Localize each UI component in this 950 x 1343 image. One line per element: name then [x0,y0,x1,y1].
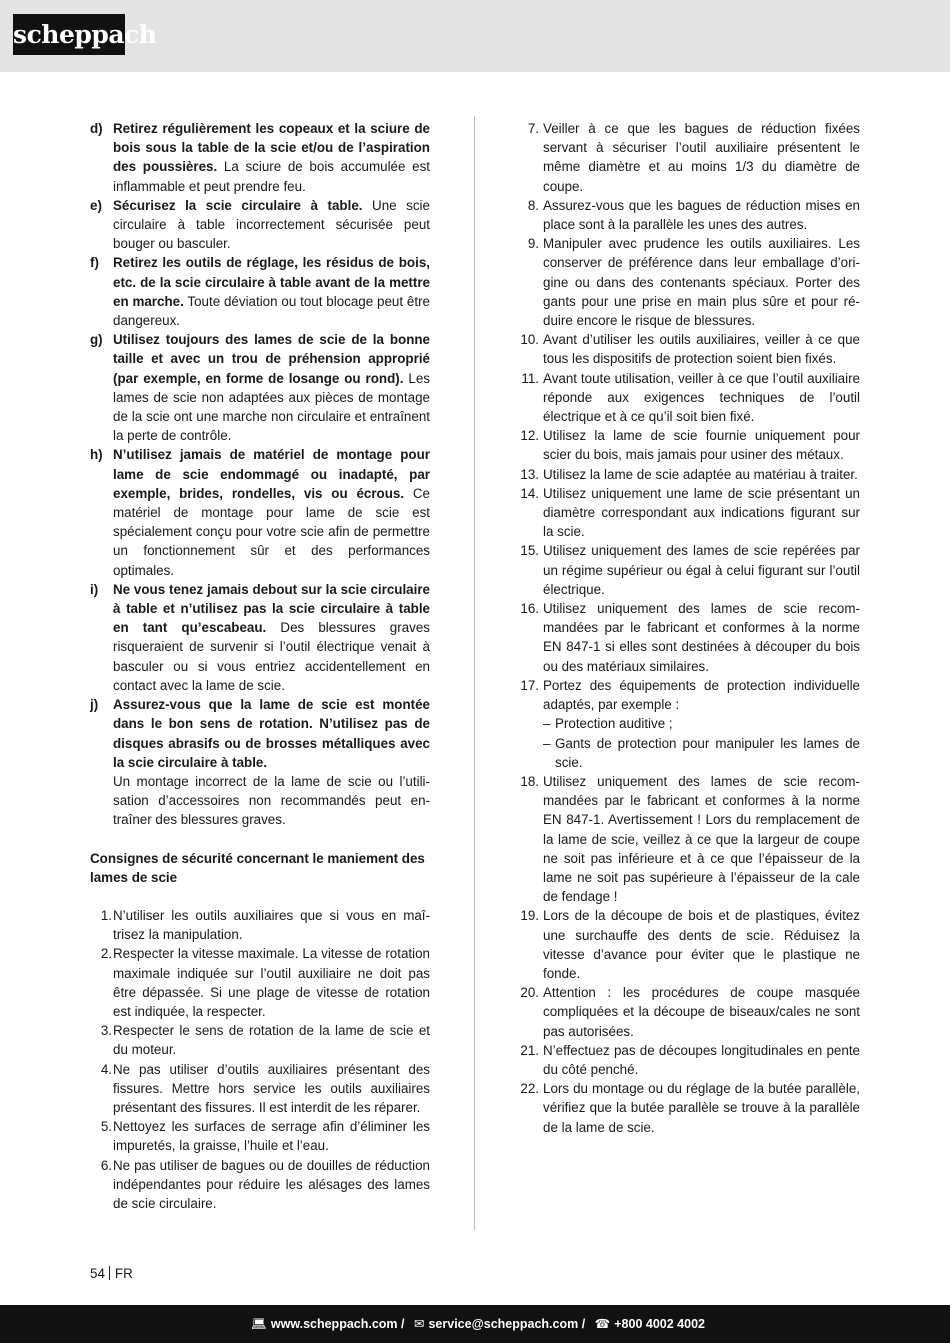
item-marker: d) [90,121,103,136]
item-number: 15. [520,543,539,559]
footer-website[interactable]: www.scheppach.com / [270,1317,405,1331]
item-bold-text: Retirez les outils de réglage, les résidus de bois, etc. de la scie circulaire à table avant de la mettre en marche. [113,255,430,309]
item-body-text: Nettoyez les surfaces de serrage afin d’éliminer les impuretés, la graisse, l’huile et l’eau. [113,1119,430,1154]
item-text [520,369,860,427]
item-body-text: Avant d’utiliser les outils auxiliaires, veiller à ce que tous les dispositifs de protection soient bien fixés. [543,332,860,367]
item-marker: i) [90,581,99,597]
list-item [90,580,430,695]
item-number: 3. [100,1023,112,1039]
item-number: 10. [520,332,539,348]
item-text [520,330,860,368]
item-rest-text: Une scie circulaire à table incorrectement sécurisée peut bouger ou basculer. [113,197,430,252]
scheppach-logo: scheppach [13,14,125,55]
list-item [520,983,860,1041]
item-body-text: Assurez-vous que les bagues de réduction mises en place sont à la parallèle les unes des autres. [543,197,860,233]
list-item [90,944,430,1021]
page-number [90,1264,133,1283]
item-number: 21. [520,1042,539,1058]
item-marker: h) [90,447,103,463]
item-rest-text: Les lames de scie non adaptées aux pièces de montage de la scie ont une marche non circulaire et entraînent la perte de contrôle. [113,370,430,444]
item-body-text: Lors du montage ou du réglage de la butée parallèle, vérifiez que la butée parallèle se trouve à la parallèle de la lame de scie. [543,1081,860,1135]
item-text [90,906,430,944]
item-text [90,944,430,1021]
item-text [520,983,860,1041]
item-text [520,465,860,484]
list-item [520,330,860,368]
list-item [520,772,860,906]
item-number: 22. [520,1081,539,1097]
sub-item-text: Gants de protection pour manipuler les lames de scie. [555,735,860,770]
list-item [520,1079,860,1137]
item-bold-text: Ne vous tenez jamais debout sur la scie circulaire à table et n’utilisez pas la scie circulaire à table en tant qu’escabeau. [113,581,430,636]
item-body-text: Utilisez la lame de scie adaptée au matériau à traiter. [543,466,858,482]
footer-band [0,1305,950,1343]
column-divider [474,116,475,1230]
item-body-text: Lors de la découpe de bois et de plastiques, évitez une surchauffe des dents de scie. Réduisez la vitesse d’avance pour éviter que le plastique ne fonde. [543,908,860,981]
item-rest-text: La sciure de bois accumulée est inflammable et peut prendre feu. [113,159,430,194]
list-item [90,1060,430,1118]
safety-instructions-list [90,119,430,830]
item-text [90,580,430,695]
item-body-text: N’utiliser les outils auxiliaires que si vous en maîtrisez la manipulation. [113,907,430,943]
item-text [520,772,860,906]
item-number: 17. [520,677,539,693]
item-number: 8. [527,197,539,213]
item-body-text: Utilisez uniquement des lames de scie recommandées par le fabricant et conformes à la norme EN 847-1 si elles sont destinées à découper du bois ou des matériaux similaires. [543,601,860,674]
list-item [90,196,430,254]
page-number-separator [109,1266,110,1280]
item-body-text: N’effectuez pas de découpes longitudinales en pente du côté penché. [543,1042,860,1077]
item-marker: j) [90,697,99,713]
item-bold-text: N’utilisez jamais de matériel de montage pour lame de scie endommagé ou inadapté, par exemple, brides, rondelles, vis ou écrous. [113,447,430,501]
item-text [520,676,860,772]
item-text [90,119,430,196]
list-item [90,119,430,196]
item-number: 5. [100,1119,112,1135]
right-column [520,119,860,1137]
list-item [520,676,860,772]
item-text [520,1079,860,1137]
item-body-text: Attention : les procédures de coupe masquée compliquées et la découpe de biseaux/cales ne sont pas autorisées. [543,985,860,1039]
list-item [520,484,860,542]
sub-item-dash: – [543,716,551,732]
item-text [90,445,430,579]
item-marker: f) [90,255,99,271]
item-bold-text: Retirez régulièrement les copeaux et la sciure de bois sous la table de la scie et/ou de l’aspiration des poussières. [113,121,430,175]
computer-icon: 💻︎ [251,1317,267,1331]
item-text [90,695,430,829]
list-item [520,234,860,330]
item-number: 1. [100,907,112,923]
list-item [90,695,430,829]
list-item [90,906,430,944]
footer-phone: +800 4002 4002 [614,1317,705,1331]
item-number: 2. [100,946,112,962]
sub-item-dash: – [543,735,551,751]
sub-item [543,734,860,772]
list-item [90,330,430,445]
section-heading: Consignes de sécurité concernant le maniement des lames de scie [90,850,425,885]
item-number: 11. [521,370,539,386]
item-number: 13. [520,466,539,482]
item-number: 7. [527,121,539,136]
item-extra-text: Un montage incorrect de la lame de scie ou l’utilisation d’accessoires non recommandés peut entraîner des blessures graves. [113,773,430,828]
item-number: 20. [520,985,539,1001]
item-text [90,196,430,254]
item-marker: g) [90,332,103,348]
item-number: 12. [520,428,539,444]
item-body-text: Avant toute utilisation, veiller à ce que l’outil auxiliaire réponde aux exigences techniques de l’outil électrique et à ce qu’il soit bien fixé. [543,370,860,425]
sub-item [543,714,860,733]
item-number: 19. [520,908,539,924]
item-text [520,426,860,464]
item-marker: e) [90,197,102,213]
sub-item-text: Protection auditive ; [555,716,673,732]
list-item [90,1021,430,1059]
item-bold-text: Assurez-vous que la lame de scie est montée dans le bon sens de rotation. N’utilisez pas de disques abrasifs ou de brosses métalliques avec la scie circulaire à table. [113,697,430,770]
item-number: 16. [520,601,539,617]
item-body-text: Utilisez uniquement une lame de scie présentant un diamètre correspondant aux indications figurant sur la scie. [543,485,860,540]
saw-blade-instructions-list [90,906,430,1213]
envelope-icon: ✉︎ [413,1317,425,1331]
item-text [520,1041,860,1079]
item-body-text: Veiller à ce que les bagues de réduction fixées servant à sécuriser l’outil auxiliaire présentent le même diamètre et au moins 1/3 du diamètre de coupe. [543,121,860,194]
header-band [0,0,950,72]
list-item [520,465,860,484]
list-item [520,196,860,234]
item-text [520,234,860,330]
list-item [520,369,860,427]
list-item [520,599,860,676]
item-text [520,484,860,542]
list-item [90,1156,430,1214]
item-number: 4. [100,1061,112,1077]
item-number: 14. [520,485,539,501]
item-body-text: Utilisez uniquement des lames de scie recommandées par le fabricant et conformes à la norme EN 847-1. Avertissement ! Lors du remplacement de la lame de scie, veillez à ce que la largeur de coupe ne soit pas inférieure et à ce que l’épaisseur de la lame ne soit pas supérieure à l’épaisseur de la cale de fendage ! [543,773,860,905]
item-text [90,253,430,330]
item-body-text: Ne pas utiliser d’outils auxiliaires présentant des fissures. Mettre hors service les outils auxiliaires présentant des fissures. Il est interdit de les réparer. [113,1061,430,1115]
item-body-text: Utilisez la lame de scie fournie uniquement pour scier du bois, mais jamais pour usiner des métaux. [543,428,860,463]
item-text [520,906,860,983]
item-text [90,1156,430,1214]
item-body-text: Portez des équipements de protection individuelle adaptés, par exemple : [543,677,860,713]
list-item [90,253,430,330]
item-text [90,330,430,445]
list-item [90,1117,430,1155]
item-text [520,196,860,234]
item-text [90,1060,430,1118]
left-column [90,119,430,1213]
footer-email[interactable]: service@scheppach.com / [428,1317,586,1331]
list-item [520,426,860,464]
item-body-text: Manipuler avec prudence les outils auxiliaires. Les conserver de préférence dans leur emballage d’origine ou dans des contenants spéciaux. Porter des gants pour une prise en main plus sûre et pour réduire encore le risque de blessures. [543,236,860,329]
item-body-text: Utilisez uniquement des lames de scie repérées par un régime supérieur ou égal à celui figurant sur l’outil électrique. [543,543,860,597]
item-text [90,1117,430,1155]
item-bold-text: Sécurisez la scie circulaire à table. [113,197,363,213]
item-body-text: Respecter la vitesse maximale. La vitesse de rotation maximale indiquée sur l’outil auxiliaire ne doit pas être dépassée. Si une plage de vitesse de rotation est indiquée, la respecter. [113,946,430,1019]
item-body-text: Respecter le sens de rotation de la lame de scie et du moteur. [113,1023,430,1058]
item-text [90,1021,430,1059]
list-item [520,541,860,599]
item-rest-text: Toute déviation ou tout blocage peut être dangereux. [113,293,430,329]
item-number: 9. [527,236,539,252]
list-item [520,119,860,196]
language-code: FR [114,1266,133,1281]
item-text [520,541,860,599]
item-bold-text: Utilisez toujours des lames de scie de la bonne taille et avec un trou de préhension approprié (par exemple, en forme de losange ou rond). [113,332,430,386]
page-number-value: 54 [90,1266,105,1281]
saw-blade-instructions-list-continued [520,119,860,1137]
item-rest-text: Ce matériel de montage pour lame de scie est spécialement conçu pour votre scie afin de permettre un fonctionnement sûr et des performances optimales. [113,485,430,578]
list-item [90,445,430,579]
item-number: 18. [520,773,539,789]
item-body-text: Ne pas utiliser de bagues ou de douilles de réduction indépendantes pour réduire les alésages des lames de scie circulaire. [113,1157,430,1211]
item-text [520,119,860,196]
item-text [520,599,860,676]
item-number: 6. [100,1157,112,1173]
list-item [520,906,860,983]
telephone-icon: ☎︎ [594,1317,611,1331]
item-rest-text: Des blessures graves risqueraient de survenir si l’outil électrique venait à basculer ou si vous entriez accidentellement en contact avec la lame de scie. [113,620,430,693]
list-item [520,1041,860,1079]
